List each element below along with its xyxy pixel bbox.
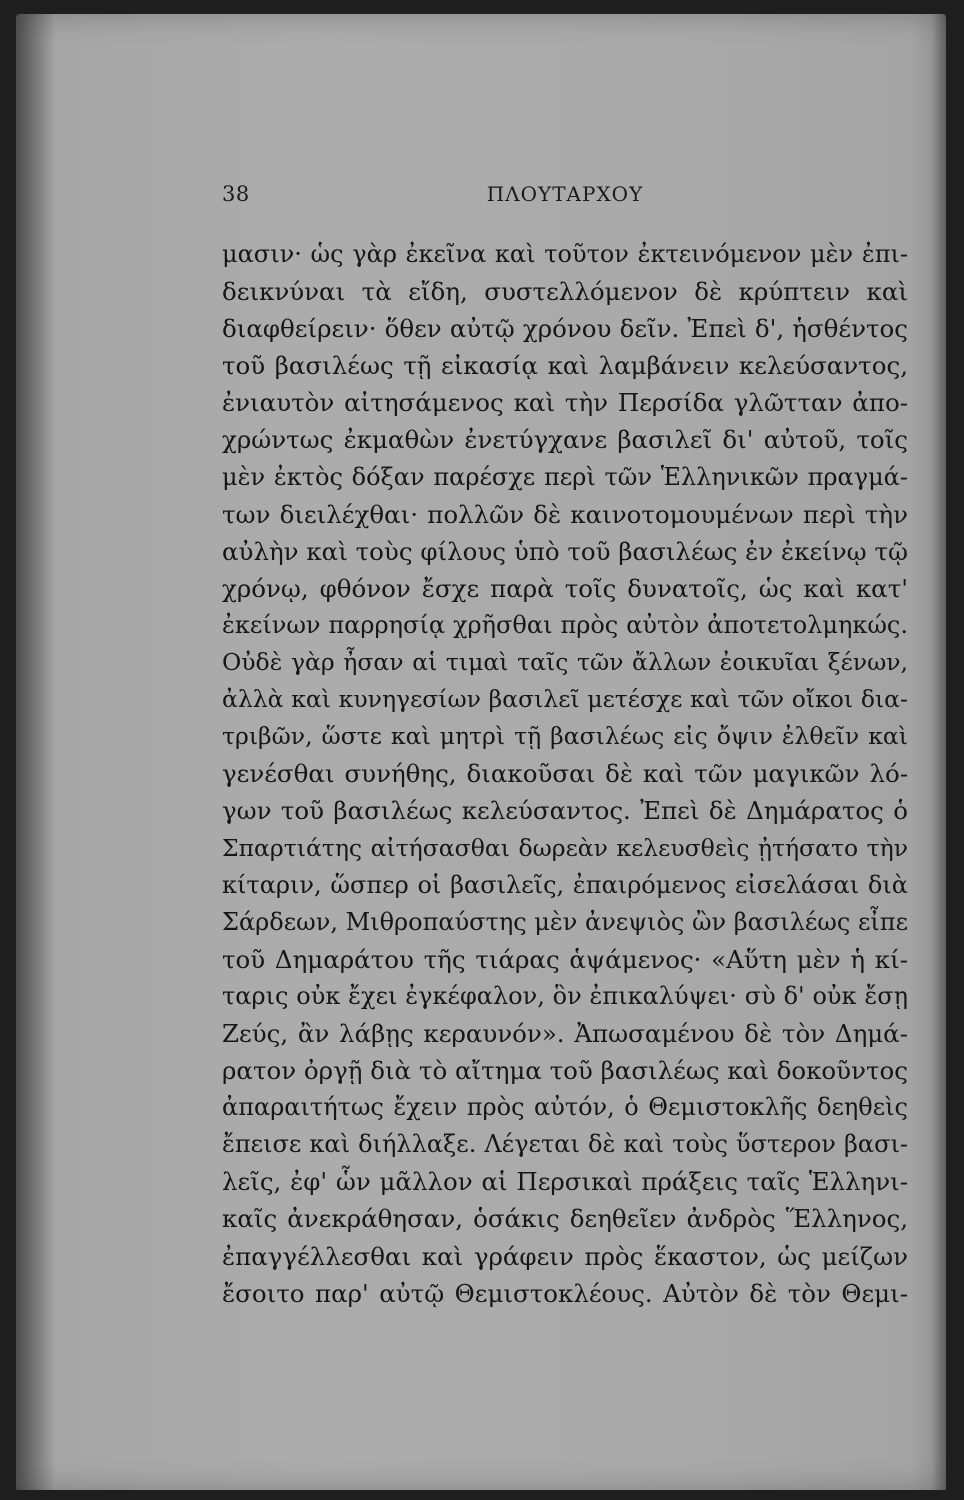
- text-line: ἔσοιτο παρ' αὐτῷ Θεμιστοκλέους. Αὐτὸν δὲ τὸν Θεμι-: [222, 1278, 908, 1308]
- text-line: διαφθείρειν· ὅθεν αὐτῷ χρόνου δεῖν. Ἐπεὶ δ', ἡσθέντος: [222, 314, 908, 344]
- text-line: τριβῶν, ὥστε καὶ μητρὶ τῇ βασιλέως εἰς ὄψιν ἐλθεῖν καὶ: [222, 722, 908, 751]
- page-edge-shadow: [932, 14, 946, 1490]
- body-text: [222, 236, 908, 1312]
- running-title: ΠΛΟΥΤΑΡΧΟΥ: [486, 182, 644, 206]
- text-line: ταρις οὐκ ἔχει ἐγκέφαλον, ὃν ἐπικαλύψει· σὺ δ' οὐκ ἔσῃ: [222, 981, 908, 1010]
- text-line: ἐνιαυτὸν αἰτησάμενος καὶ τὴν Περσίδα γλῶτταν ἀπο-: [222, 388, 908, 418]
- text-line: χρώντως ἐκμαθὼν ἐνετύγχανε βασιλεῖ δι' αὐτοῦ, τοῖς: [222, 425, 908, 455]
- text-line: τοῦ βασιλέως τῇ εἰκασίᾳ καὶ λαμβάνειν κελεύσαντος,: [222, 351, 908, 381]
- text-line: τοῦ Δημαράτου τῆς τιάρας ἁψάμενος· «Αὕτη μὲν ἡ κί-: [222, 944, 908, 974]
- text-line: γενέσθαι συνήθης, διακοῦσαι δὲ καὶ τῶν μαγικῶν λό-: [222, 759, 908, 789]
- text-line: Οὐδὲ γὰρ ἦσαν αἱ τιμαὶ ταῖς τῶν ἄλλων ἐοικυῖαι ξένων,: [222, 648, 908, 677]
- text-line: ἐπαγγέλλεσθαι καὶ γράφειν πρὸς ἕκαστον, ὡς μείζων: [222, 1241, 908, 1271]
- gutter-shadow: [16, 14, 56, 1490]
- page-number: 38: [222, 182, 250, 206]
- text-line: Ζεύς, ἂν λάβῃς κεραυνόν». Ἀπωσαμένου δὲ τὸν Δημά-: [222, 1018, 908, 1048]
- text-line: λεῖς, ἐφ' ὧν μᾶλλον αἱ Περσικαὶ πράξεις ταῖς Ἑλληνι-: [222, 1167, 908, 1197]
- text-line: των διειλέχθαι· πολλῶν δὲ καινοτομουμένων περὶ τὴν: [222, 499, 908, 529]
- text-line: χρόνῳ, φθόνον ἔσχε παρὰ τοῖς δυνατοῖς, ὡς καὶ κατ': [222, 573, 908, 603]
- text-line: ἀλλὰ καὶ κυνηγεσίων βασιλεῖ μετέσχε καὶ τῶν οἴκοι δια-: [222, 685, 908, 714]
- text-line: μασιν· ὡς γὰρ ἐκεῖνα καὶ τοῦτον ἐκτεινόμενον μὲν ἐπι-: [222, 240, 908, 268]
- text-line: αὐλὴν καὶ τοὺς φίλους ὑπὸ τοῦ βασιλέως ἐν ἐκείνῳ τῷ: [222, 536, 908, 566]
- text-line: δεικνύναι τὰ εἴδη, συστελλόμενον δὲ κρύπτειν καὶ: [222, 277, 908, 307]
- text-line: ρατον ὀργῇ διὰ τὸ αἴτημα τοῦ βασιλέως καὶ δοκοῦντος: [222, 1056, 908, 1086]
- text-line: Σπαρτιάτης αἰτήσασθαι δωρεὰν κελευσθεὶς ᾐτήσατο τὴν: [222, 833, 908, 862]
- page-header: [222, 182, 908, 212]
- text-line: καῖς ἀνεκράθησαν, ὁσάκις δεηθεῖεν ἀνδρὸς Ἕλληνος,: [222, 1204, 908, 1234]
- text-line: ἀπαραιτήτως ἔχειν πρὸς αὐτόν, ὁ Θεμιστοκλῆς δεηθεὶς: [222, 1093, 908, 1122]
- text-line: ἔπεισε καὶ διήλλαξε. Λέγεται δὲ καὶ τοὺς ὕστερον βασι-: [222, 1130, 908, 1159]
- text-line: γων τοῦ βασιλέως κελεύσαντος. Ἐπεὶ δὲ Δημάρατος ὁ: [222, 796, 908, 826]
- text-line: κίταριν, ὥσπερ οἱ βασιλεῖς, ἐπαιρόμενος εἰσελάσαι διὰ: [222, 870, 908, 899]
- text-line: Σάρδεων, Μιθροπαύστης μὲν ἀνεψιὸς ὢν βασιλέως εἶπε: [222, 907, 908, 936]
- text-line: ἐκείνων παρρησίᾳ χρῆσθαι πρὸς αὐτὸν ἀποτετολμηκώς.: [222, 610, 908, 639]
- text-line: μὲν ἐκτὸς δόξαν παρέσχε περὶ τῶν Ἑλληνικῶν πραγμά-: [222, 462, 908, 491]
